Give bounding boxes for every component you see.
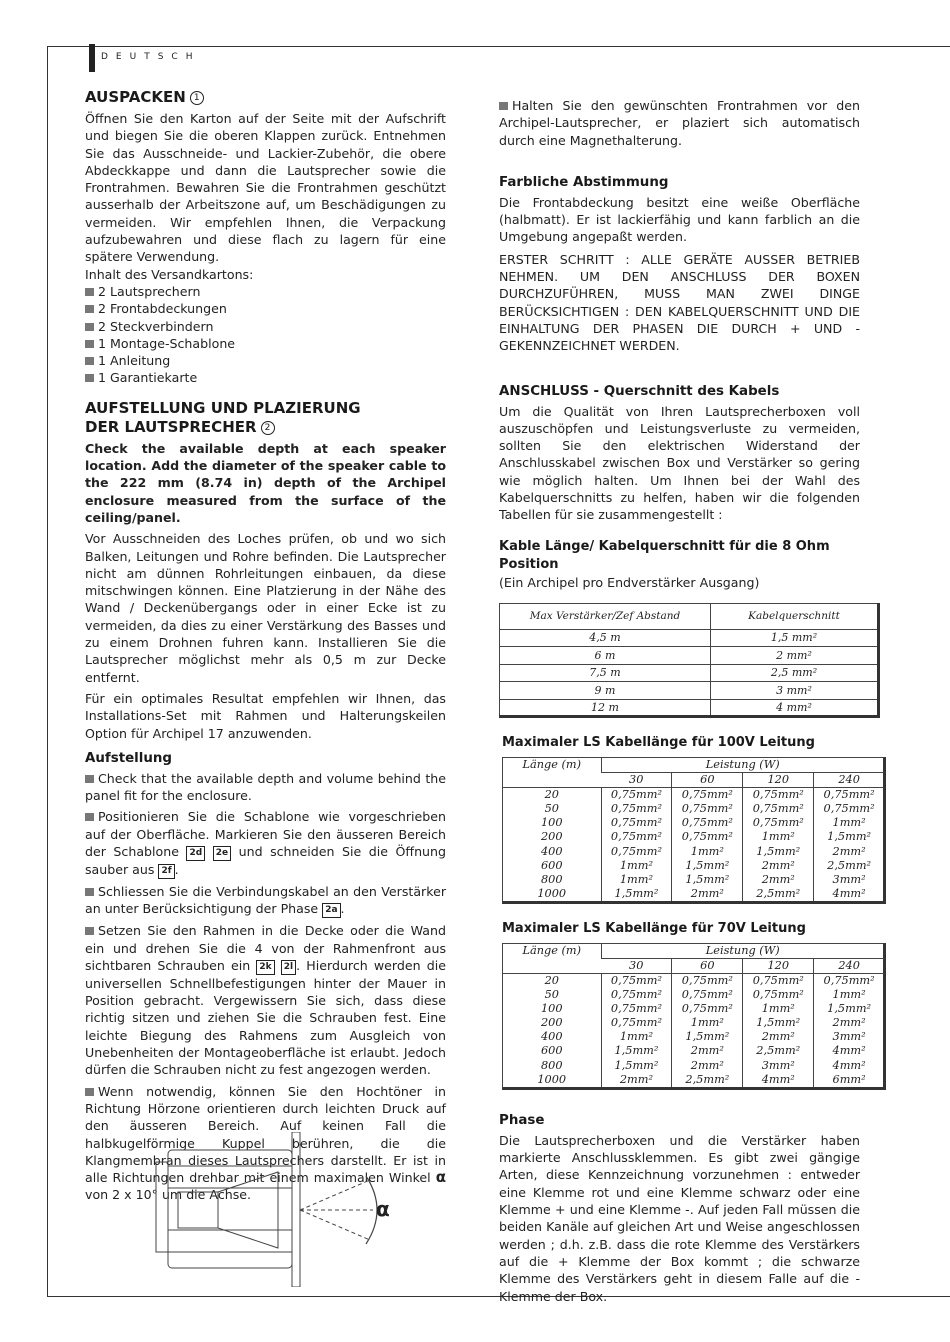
table-cell: 0,75mm² bbox=[601, 802, 672, 816]
watt-header: 60 bbox=[672, 773, 743, 788]
language-marker bbox=[89, 44, 95, 72]
phase-heading: Phase bbox=[499, 1112, 545, 1128]
right-column bbox=[499, 97, 875, 1305]
table-cell: 0,75mm² bbox=[601, 816, 672, 830]
table-header-row bbox=[503, 758, 884, 772]
table-header-row bbox=[503, 944, 884, 958]
table-cell: 0,75mm² bbox=[672, 816, 743, 830]
table-header: Kabelquerschnitt bbox=[711, 603, 879, 629]
table-cell: 2mm² bbox=[814, 844, 884, 858]
table-cell: 4 mm² bbox=[711, 699, 879, 717]
table-row bbox=[503, 988, 884, 1002]
watt-header: 30 bbox=[601, 773, 672, 788]
bullet-icon bbox=[85, 888, 94, 896]
speaker-back-plate bbox=[156, 1162, 168, 1252]
table-row bbox=[500, 682, 879, 700]
left-column bbox=[85, 88, 446, 1204]
watt-header: 120 bbox=[743, 958, 814, 973]
table-cell: 0,75mm² bbox=[601, 788, 672, 802]
table-cell: 0,75mm² bbox=[601, 830, 672, 844]
table-row bbox=[500, 647, 879, 665]
table-cell: 0,75mm² bbox=[672, 830, 743, 844]
placement-paragraph: Vor Ausschneiden des Loches prüfen, ob und wo sich Balken, Leitungen und Rohre befinden. Die Lautsprecher nicht am dünnen Rohrleitungen einbauen, da diese mitschwingen können. Eine Platzierung in der Nähe des Wand / Deckenübergangs oder in einer Ecke ist zu vermeiden, da dies zu einer Verstärkung des Basses und zu einem Drohnen fuhren kann. Installieren Sie die Lautsprecher möglichst mehr als 0,5 m zur Decke entfernt. bbox=[85, 531, 446, 685]
panel-frame bbox=[292, 1132, 300, 1287]
table-cell: 2mm² bbox=[743, 859, 814, 873]
table-cell: 7,5 m bbox=[500, 664, 711, 682]
table-cell: 0,75mm² bbox=[743, 988, 814, 1002]
table-cell: 1000 bbox=[537, 1072, 567, 1086]
table-row bbox=[503, 1016, 884, 1030]
table-cell: 2mm² bbox=[743, 873, 814, 887]
table1-subtitle: (Ein Archipel pro Endverstärker Ausgang) bbox=[499, 574, 760, 590]
table-cell: 800 bbox=[540, 1058, 563, 1072]
table-row bbox=[503, 1073, 884, 1087]
step-bullet: Schliessen Sie die Verbindungskabel an den Verstärker an unter Berücksichtigung der Phase 2a . bbox=[85, 883, 446, 917]
table2-title: Maximaler LS Kabellänge für 100V Leitung bbox=[502, 735, 815, 751]
table-cell: 2,5 mm² bbox=[711, 664, 879, 682]
figure-ref: 2a bbox=[322, 903, 340, 918]
cable-table-8ohm bbox=[499, 603, 880, 719]
table-row bbox=[503, 1058, 884, 1072]
watt-header: 120 bbox=[743, 773, 814, 788]
bullet-icon bbox=[85, 288, 94, 296]
table-cell: 1,5mm² bbox=[601, 887, 672, 901]
list-item: 2 Frontabdeckungen bbox=[85, 300, 446, 317]
table-cell: 0,75mm² bbox=[672, 788, 743, 802]
table-cell: 3mm² bbox=[814, 1030, 884, 1044]
length-header: Länge (m) bbox=[503, 758, 601, 787]
length-header: Länge (m) bbox=[503, 944, 601, 973]
watt-header: 240 bbox=[814, 773, 884, 788]
list-item: 1 Garantiekarte bbox=[85, 369, 446, 386]
speaker-tilt-diagram bbox=[148, 1132, 428, 1287]
table-cell: 9 m bbox=[500, 682, 711, 700]
alpha-symbol: α bbox=[435, 1168, 446, 1187]
table-cell: 2mm² bbox=[672, 1044, 743, 1058]
warning-caps-text: ERSTER SCHRITT : ALLE GERÄTE AUSSER BETRIEB NEHMEN. UM DEN ANSCHLUSS DER BOXEN DURCHZUFÜHREN, MUSS MAN ZWEI DINGE BERÜCKSICHTIGEN : DEN KABELQUERSCHNITT UND DIE EINHALTUNG DER PHASEN DIE DURCH + UND - GEKENNZEICHNET WERDEN. bbox=[499, 251, 860, 354]
table-cell: 1,5mm² bbox=[672, 873, 743, 887]
table-cell: 2,5mm² bbox=[814, 859, 884, 873]
table-row bbox=[503, 844, 884, 858]
table-header-row bbox=[500, 603, 879, 629]
table-cell: 3mm² bbox=[814, 873, 884, 887]
page-frame-left bbox=[47, 46, 48, 1296]
farbliche-text: Die Frontabdeckung besitzt eine weiße Oberfläche (halbmatt). Er ist lackierfähig und kann farblich an die Umgebung angepaßt werden. bbox=[499, 194, 860, 245]
power-header: Leistung (W) bbox=[601, 944, 884, 958]
table-cell: 0,75mm² bbox=[743, 973, 814, 987]
step-bullet: Setzen Sie den Rahmen in die Decke oder die Wand ein und drehen Sie die 4 von der Rahmenfront aus sichtbaren Schrauben ein 2k 2l . Hierdurch werden die universellen Schnellbefestigungen hinter der Mauer in Position gebracht. Vergewissern Sie sich, dass diese richtig sitzen und ziehen Sie die Schrauben fest. Eine leichte Biegung des Rahmens zum Ausgleich von Unebenheiten der Montageoberfläche ist erlaubt. Jedoch dürfen die Schrauben nicht zu fest angezogen werden. bbox=[85, 923, 446, 1078]
table-cell: 2mm² bbox=[814, 1016, 884, 1030]
table-cell: 100 bbox=[540, 1001, 563, 1015]
table-row bbox=[503, 1030, 884, 1044]
table-cell: 6mm² bbox=[814, 1073, 884, 1087]
step-bullet: Wenn notwendig, können Sie den Hochtöner in Richtung Hörzone orientieren durch leichten Druck auf den äusseren Bereich. Auf keinen Fall die halbkugelförmige Kuppel berühren, die die Klangmembran dieses Lautsprechers darstellt. Er ist in alle Richtungen drehbar mit einem maximalen Winkel α von 2 x 10° um die Achse. bbox=[85, 1083, 446, 1203]
table-cell: 3 mm² bbox=[711, 682, 879, 700]
tilt-line-lower bbox=[300, 1210, 370, 1240]
cable-table-100v-grid bbox=[503, 758, 884, 901]
angle-label: α bbox=[376, 1197, 390, 1221]
table-cell: 1,5mm² bbox=[814, 830, 884, 844]
list-item: 2 Steckverbindern bbox=[85, 318, 446, 335]
table-cell: 0,75mm² bbox=[672, 802, 743, 816]
table-cell: 3mm² bbox=[743, 1058, 814, 1072]
table-cell: 100 bbox=[540, 816, 563, 830]
farbliche-heading: Farbliche Abstimmung bbox=[499, 174, 669, 190]
table-row bbox=[503, 973, 884, 987]
table-cell: 200 bbox=[540, 1016, 563, 1030]
figure-ref: 2d bbox=[186, 846, 205, 861]
table-cell: 0,75mm² bbox=[814, 788, 884, 802]
watt-header: 240 bbox=[814, 958, 884, 973]
step-number-badge: 2 bbox=[261, 421, 275, 435]
table-cell: 4mm² bbox=[814, 887, 884, 901]
table-header: Max Verstärker/Zef Abstand bbox=[500, 603, 711, 629]
table-row bbox=[503, 887, 884, 901]
table-cell: 1mm² bbox=[672, 844, 743, 858]
bullet-icon bbox=[85, 357, 94, 365]
bullet-icon bbox=[85, 813, 94, 821]
table-cell: 2mm² bbox=[672, 887, 743, 901]
table1-title: Kable Länge/ Kabelquerschnitt für die 8 Ohm Position bbox=[499, 538, 830, 572]
watt-header: 60 bbox=[672, 958, 743, 973]
table-cell: 2mm² bbox=[672, 1058, 743, 1072]
list-item: 1 Anleitung bbox=[85, 352, 446, 369]
figure-ref: 2f bbox=[158, 864, 174, 879]
table-cell: 800 bbox=[540, 872, 563, 886]
table-cell: 1,5mm² bbox=[672, 1030, 743, 1044]
table-cell: 2mm² bbox=[601, 1073, 672, 1087]
list-item: 1 Montage-Schablone bbox=[85, 335, 446, 352]
table-cell: 1000 bbox=[537, 887, 567, 901]
table-cell: 1,5mm² bbox=[601, 1044, 672, 1058]
table-cell: 600 bbox=[540, 1044, 563, 1058]
contents-label: Inhalt des Versandkartons: bbox=[85, 266, 254, 282]
table-row bbox=[503, 859, 884, 873]
table-cell: 1,5mm² bbox=[743, 844, 814, 858]
table-cell: 20 bbox=[544, 788, 559, 802]
table-cell: 1mm² bbox=[814, 816, 884, 830]
speaker-magnet bbox=[178, 1192, 218, 1228]
depth-check-note: Check the available depth at each speaker location. Add the diameter of the speaker cable to the 222 mm (8.74 in) depth of the Archipel enclosure measured from the surface of the ceiling/panel. bbox=[85, 440, 446, 525]
table-cell: 0,75mm² bbox=[743, 802, 814, 816]
table-cell: 1mm² bbox=[672, 1016, 743, 1030]
table-row bbox=[503, 830, 884, 844]
contents-list bbox=[85, 283, 446, 387]
table-cell: 0,75mm² bbox=[601, 1016, 672, 1030]
table-cell: 600 bbox=[540, 858, 563, 872]
step-bullet: Check that the available depth and volume behind the panel fit for the enclosure. bbox=[85, 770, 446, 804]
table-cell: 1,5mm² bbox=[672, 859, 743, 873]
bullet-icon bbox=[85, 775, 94, 783]
step-bullet: Positionieren Sie die Schablone wie vorgeschrieben auf der Oberfläche. Markieren Sie den äusseren Bereich der Schablone 2d 2e und schneiden Sie die Öffnung sauber aus 2f . bbox=[85, 809, 447, 877]
power-header: Leistung (W) bbox=[601, 758, 884, 772]
speaker-cone bbox=[218, 1172, 278, 1248]
bullet-icon bbox=[85, 323, 94, 331]
table-cell: 0,75mm² bbox=[601, 844, 672, 858]
table-cell: 2,5mm² bbox=[672, 1073, 743, 1087]
bullet-icon bbox=[85, 340, 94, 348]
table-row bbox=[500, 664, 879, 682]
page-frame-top bbox=[47, 46, 950, 47]
table-cell: 2,5mm² bbox=[743, 1044, 814, 1058]
table-row bbox=[503, 816, 884, 830]
phase-text: Die Lautsprecherboxen und die Verstärker haben markierte Anschlussklemmen. Es gibt zwei gängige Arten, diese Kennzeichnung vorzunehmen : entweder eine Klemme rot und eine Klemme schwarz oder eine Klemme + und eine Klemme -. Auf jeden Fall müssen die beiden Kanäle auf gleichen Art und Weise angeschlossen werden ; d.h. z.B. dass die rote Klemme des Verstärkers auf die + Klemme der Box kommt ; die schwarze Klemme des Verstärkers geht in diesem Falle auf die - Klemme der Box. bbox=[499, 1132, 860, 1304]
table-cell: 4mm² bbox=[743, 1073, 814, 1087]
figure-ref: 2k bbox=[256, 960, 274, 975]
table-cell: 6 m bbox=[500, 647, 711, 665]
bullet-icon bbox=[85, 1088, 94, 1096]
table-cell: 0,75mm² bbox=[672, 973, 743, 987]
table-cell: 0,75mm² bbox=[743, 816, 814, 830]
table-cell: 200 bbox=[540, 830, 563, 844]
aufstellung-heading: AUFSTELLUNG UND PLAZIERUNG DER LAUTSPRECHER 2 bbox=[85, 398, 361, 436]
watt-header: 30 bbox=[601, 958, 672, 973]
table-cell: 4mm² bbox=[814, 1044, 884, 1058]
anschluss-text: Um die Qualität von Ihren Lautsprecherboxen voll auszuschöpfen und Leistungsverluste zu vermeiden, sollten Sie den elektrischen Widerstand der Anschlusskabel zwischen Box und Verstärker so gering wie möglich halten. Um Ihnen bei der Wahl des Kabelquerschnitts zu helfen, haben wir die folgenden Tabellen für sie zusammengestellt : bbox=[499, 403, 860, 523]
step-number-badge: 1 bbox=[190, 91, 204, 105]
table-cell: 1mm² bbox=[743, 1002, 814, 1016]
table-cell: 20 bbox=[544, 973, 559, 987]
table-cell: 4,5 m bbox=[500, 629, 711, 647]
table-cell: 50 bbox=[544, 802, 559, 816]
table-cell: 50 bbox=[544, 987, 559, 1001]
installation-set-paragraph: Für ein optimales Resultat empfehlen wir Ihnen, das Installations-Set mit Rahmen und Halterungskeilen Option für Archipel 17 anzuwenden. bbox=[85, 690, 446, 741]
table-cell: 0,75mm² bbox=[672, 1002, 743, 1016]
bullet-icon bbox=[499, 102, 508, 110]
speaker-enclosure bbox=[168, 1150, 292, 1268]
table-cell: 2,5mm² bbox=[743, 887, 814, 901]
bullet-icon bbox=[85, 927, 94, 935]
table-row bbox=[503, 1044, 884, 1058]
table-row bbox=[503, 788, 884, 802]
figure-ref: 2l bbox=[281, 960, 296, 975]
table-cell: 2mm² bbox=[743, 1030, 814, 1044]
language-label: DEUTSCH bbox=[101, 52, 201, 62]
table-cell: 12 m bbox=[500, 699, 711, 717]
anschluss-heading: ANSCHLUSS - Querschnitt des Kabels bbox=[499, 383, 780, 399]
table-cell: 1mm² bbox=[601, 873, 672, 887]
list-item: 2 Lautsprechern bbox=[85, 283, 446, 300]
table-row bbox=[503, 1002, 884, 1016]
table-cell: 400 bbox=[540, 1030, 563, 1044]
table-row bbox=[503, 802, 884, 816]
table-cell: 0,75mm² bbox=[672, 988, 743, 1002]
auspacken-heading: AUSPACKEN 1 bbox=[85, 88, 446, 107]
bullet-icon bbox=[85, 374, 94, 382]
figure-ref: 2e bbox=[213, 846, 231, 861]
table-row bbox=[503, 873, 884, 887]
tilt-line-upper bbox=[300, 1180, 370, 1210]
table-row bbox=[500, 699, 879, 717]
table-cell: 0,75mm² bbox=[601, 973, 672, 987]
intro-bullet: Halten Sie den gewünschten Frontrahmen vor den Archipel-Lautsprecher, er plaziert sich automatisch durch eine Magnethalterung. bbox=[499, 98, 860, 148]
table-cell: 0,75mm² bbox=[601, 1002, 672, 1016]
bullet-icon bbox=[85, 305, 94, 313]
cable-table-70v bbox=[502, 943, 886, 1090]
table-cell: 1mm² bbox=[601, 859, 672, 873]
table-cell: 1mm² bbox=[814, 988, 884, 1002]
cable-table-70v-grid bbox=[503, 944, 884, 1087]
table-cell: 4mm² bbox=[814, 1058, 884, 1072]
table-cell: 1,5mm² bbox=[601, 1058, 672, 1072]
table3-title: Maximaler LS Kabellänge für 70V Leitung bbox=[502, 921, 806, 937]
table-cell: 0,75mm² bbox=[814, 802, 884, 816]
table-cell: 0,75mm² bbox=[814, 973, 884, 987]
table-cell: 1mm² bbox=[743, 830, 814, 844]
table-cell: 0,75mm² bbox=[743, 788, 814, 802]
table-cell: 400 bbox=[540, 844, 563, 858]
table-cell: 1,5mm² bbox=[743, 1016, 814, 1030]
table-cell: 1,5 mm² bbox=[711, 629, 879, 647]
table-row bbox=[500, 629, 879, 647]
aufstellung-subheading: Aufstellung bbox=[85, 750, 173, 766]
cable-table-100v bbox=[502, 757, 886, 904]
table-cell: 0,75mm² bbox=[601, 988, 672, 1002]
table-cell: 2 mm² bbox=[711, 647, 879, 665]
table-cell: 1mm² bbox=[601, 1030, 672, 1044]
table-cell: 1,5mm² bbox=[814, 1002, 884, 1016]
auspacken-text: Öffnen Sie den Karton auf der Seite mit der Aufschrift und biegen Sie die oberen Klappen zurück. Entnehmen Sie das Ausschneide- und Lackier-Zubehör, die obere Abdeckkappe und dann die Lautsprecher sowie die Frontrahmen. Bewahren Sie die Frontrahmen geschützt ausserhalb der Arbeitszone auf, um Beschädigungen zu vermeiden. Wir empfehlen Ihnen, die Verpackung aufzubewahren und diese flach zu lagern für eine spätere Verwendung. bbox=[85, 111, 446, 265]
